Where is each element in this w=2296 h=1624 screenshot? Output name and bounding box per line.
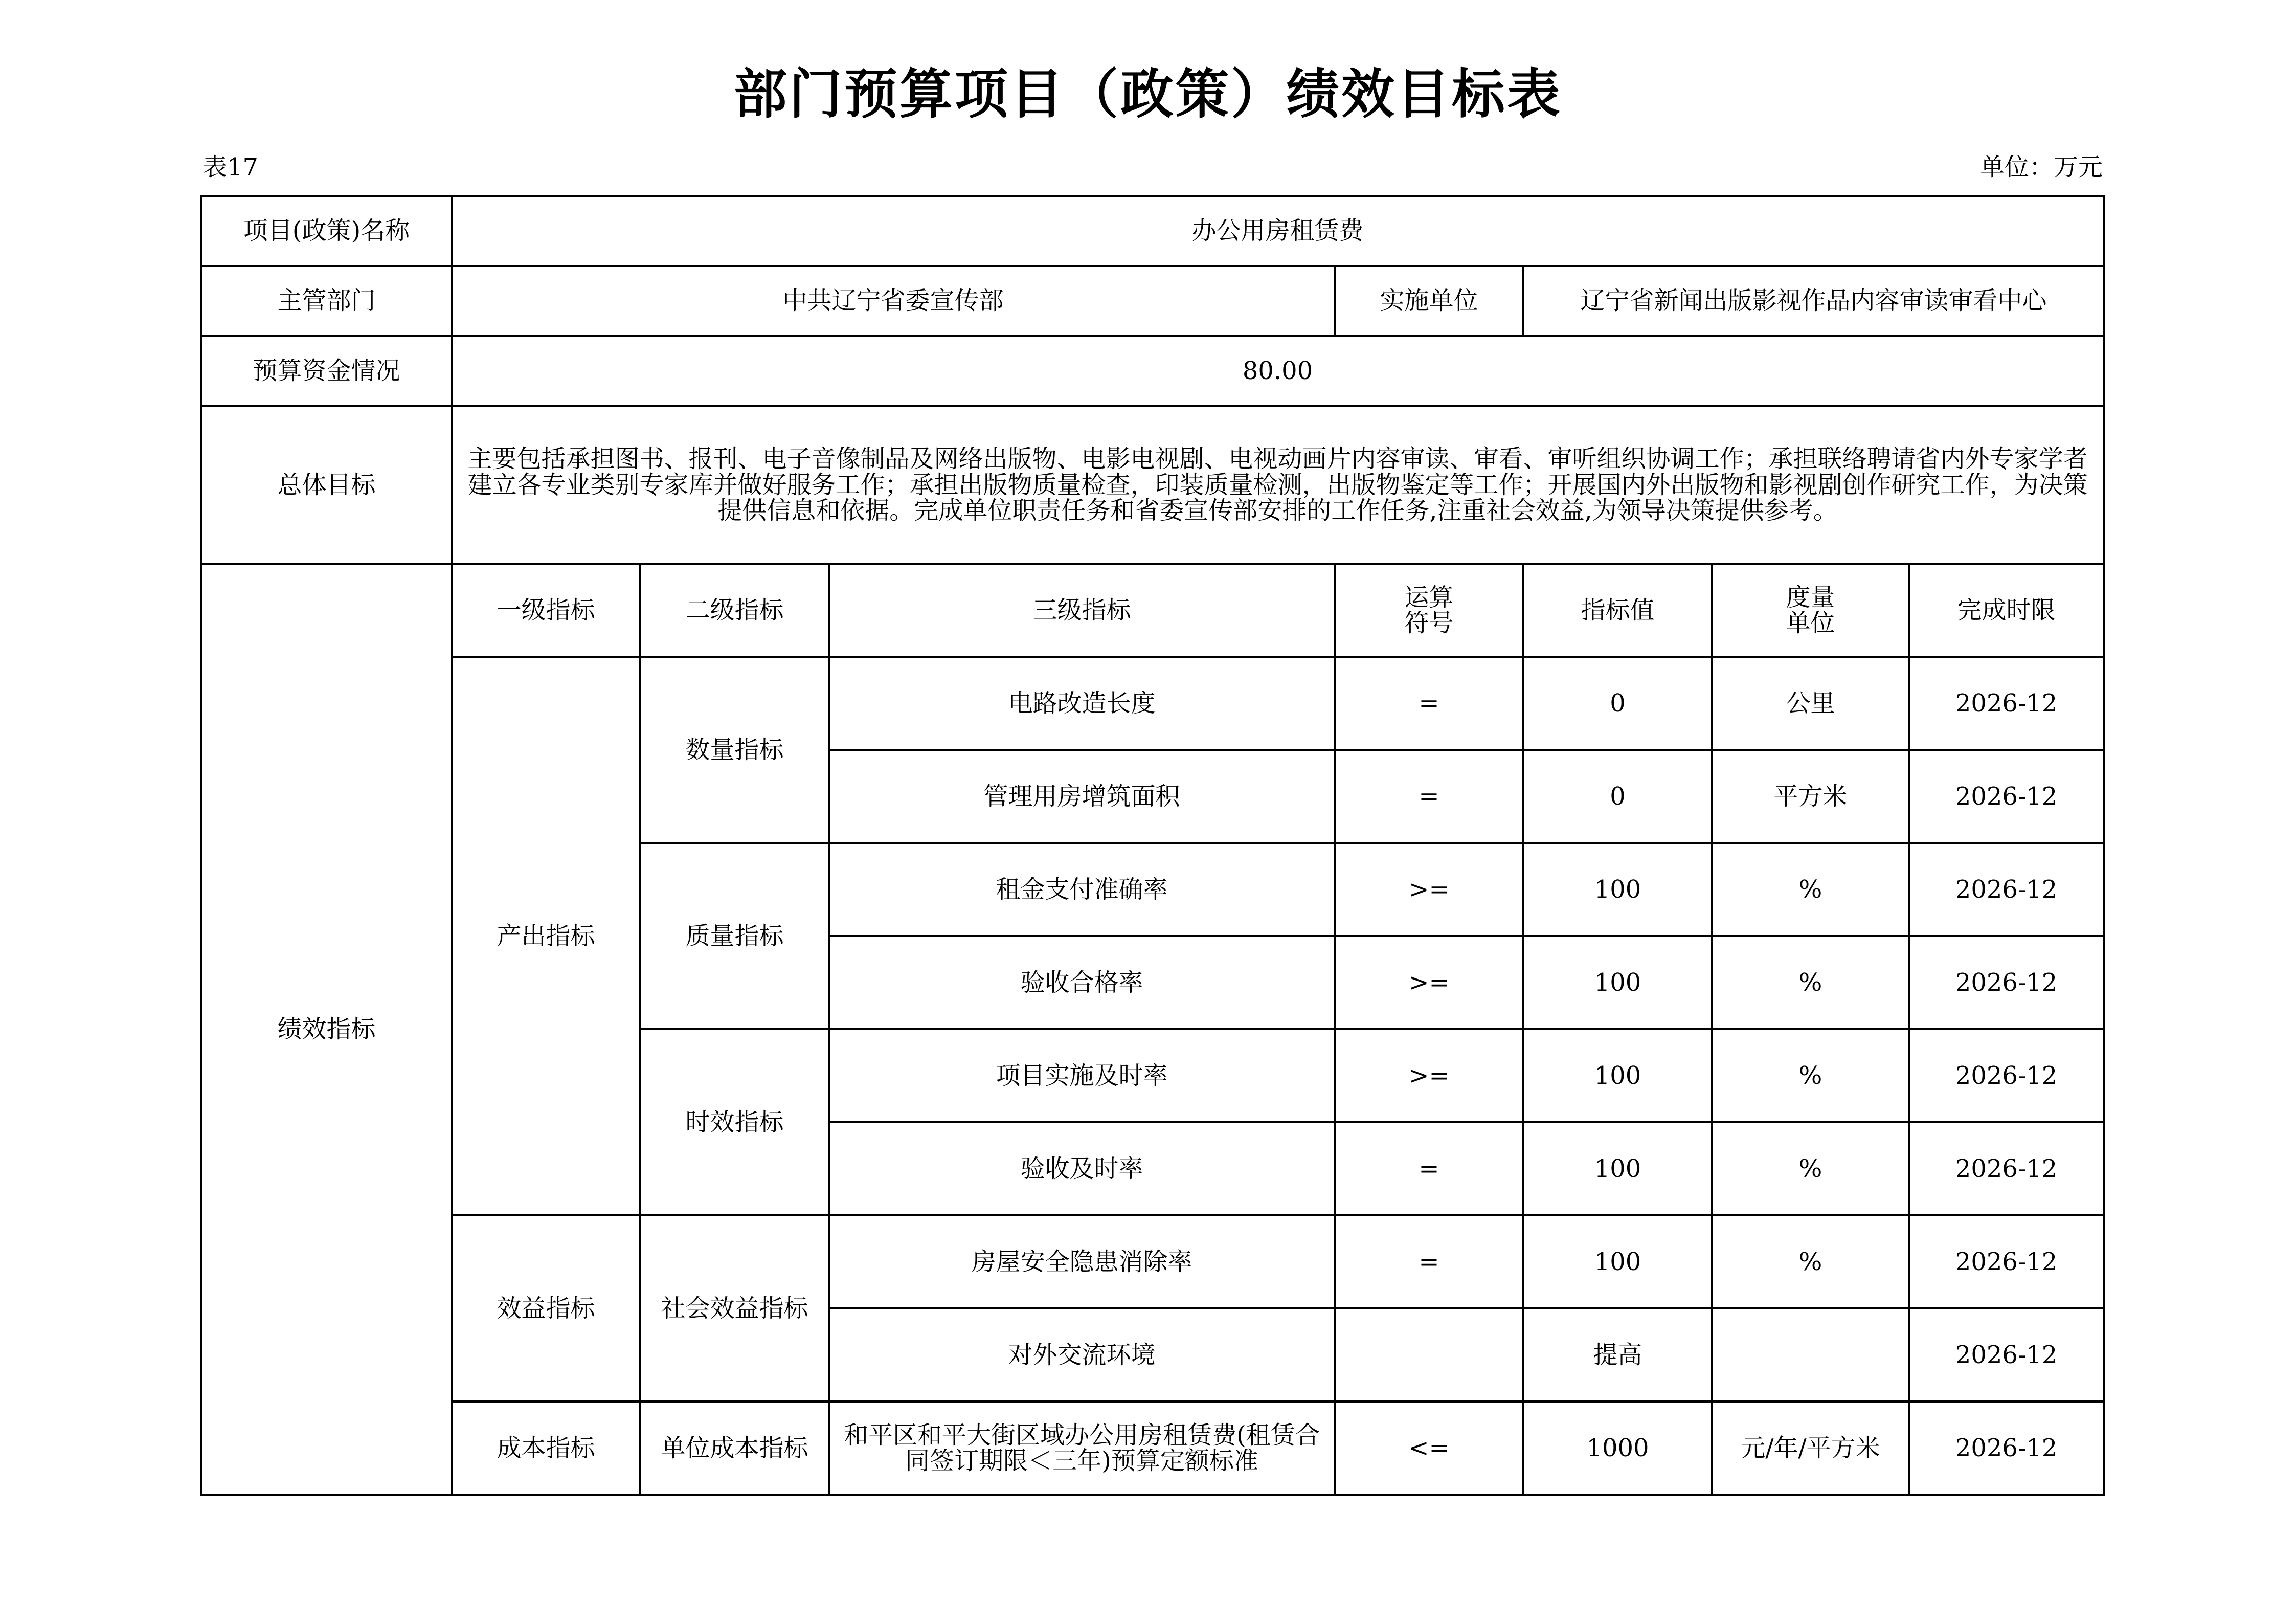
header-level2: 二级指标 bbox=[640, 564, 829, 657]
group-quantity: 数量指标 bbox=[640, 657, 829, 843]
indicator-op: = bbox=[1335, 1215, 1523, 1308]
indicator-name: 房屋安全隐患消除率 bbox=[829, 1215, 1335, 1308]
indicator-unit bbox=[1712, 1308, 1909, 1401]
indicator-deadline: 2026-12 bbox=[1909, 1029, 2104, 1122]
row-project-name bbox=[201, 196, 2104, 266]
indicator-name: 对外交流环境 bbox=[829, 1308, 1335, 1401]
header-level1: 一级指标 bbox=[452, 564, 640, 657]
group-timeliness: 时效指标 bbox=[640, 1029, 829, 1215]
table-row bbox=[201, 1215, 2104, 1308]
indicator-unit: % bbox=[1712, 1029, 1909, 1122]
indicator-deadline: 2026-12 bbox=[1909, 1401, 2104, 1495]
indicator-op: >= bbox=[1335, 1029, 1523, 1122]
indicator-op: >= bbox=[1335, 936, 1523, 1029]
indicator-value: 100 bbox=[1523, 936, 1712, 1029]
group-social: 社会效益指标 bbox=[640, 1215, 829, 1401]
performance-table bbox=[200, 195, 2105, 1496]
indicator-unit: % bbox=[1712, 843, 1909, 936]
table-row bbox=[201, 657, 2104, 750]
unit-label: 单位：万元 bbox=[1979, 153, 2103, 182]
indicator-value: 100 bbox=[1523, 1029, 1712, 1122]
header-value: 指标值 bbox=[1523, 564, 1712, 657]
row-department bbox=[201, 266, 2104, 336]
header-level3: 三级指标 bbox=[829, 564, 1335, 657]
table-row bbox=[201, 1401, 2104, 1495]
indicator-value: 100 bbox=[1523, 1215, 1712, 1308]
project-name-label: 项目(政策)名称 bbox=[201, 196, 452, 266]
indicator-value: 0 bbox=[1523, 657, 1712, 750]
page-title: 部门预算项目（政策）绩效目标表 bbox=[733, 63, 1562, 125]
goal-label: 总体目标 bbox=[201, 406, 452, 564]
group-output: 产出指标 bbox=[452, 657, 640, 1215]
row-budget bbox=[201, 336, 2104, 406]
dept-value: 中共辽宁省委宣传部 bbox=[452, 266, 1335, 336]
indicator-op: = bbox=[1335, 750, 1523, 843]
header-measure-unit: 度量单位 bbox=[1712, 564, 1909, 657]
group-quality: 质量指标 bbox=[640, 843, 829, 1029]
indicator-op: <= bbox=[1335, 1401, 1523, 1495]
indicator-deadline: 2026-12 bbox=[1909, 843, 2104, 936]
project-name: 办公用房租赁费 bbox=[452, 196, 2104, 266]
indicator-unit: 公里 bbox=[1712, 657, 1909, 750]
indicator-value: 1000 bbox=[1523, 1401, 1712, 1495]
row-goal bbox=[201, 406, 2104, 564]
header-deadline: 完成时限 bbox=[1909, 564, 2104, 657]
indicator-op: >= bbox=[1335, 843, 1523, 936]
indicator-op: = bbox=[1335, 1122, 1523, 1215]
indicator-deadline: 2026-12 bbox=[1909, 1215, 2104, 1308]
indicator-deadline: 2026-12 bbox=[1909, 657, 2104, 750]
indicator-unit: % bbox=[1712, 1215, 1909, 1308]
indicator-deadline: 2026-12 bbox=[1909, 936, 2104, 1029]
indicator-value: 100 bbox=[1523, 1122, 1712, 1215]
perf-label: 绩效指标 bbox=[201, 564, 452, 1495]
indicator-name: 验收合格率 bbox=[829, 936, 1335, 1029]
budget-label: 预算资金情况 bbox=[201, 336, 452, 406]
indicator-unit: % bbox=[1712, 1122, 1909, 1215]
indicator-name: 项目实施及时率 bbox=[829, 1029, 1335, 1122]
indicator-unit: 元/年/平方米 bbox=[1712, 1401, 1909, 1495]
group-unit-cost: 单位成本指标 bbox=[640, 1401, 829, 1495]
impl-value: 辽宁省新闻出版影视作品内容审读审看中心 bbox=[1523, 266, 2104, 336]
indicator-name: 和平区和平大街区域办公用房租赁费(租赁合同签订期限＜三年)预算定额标准 bbox=[829, 1401, 1335, 1495]
indicator-deadline: 2026-12 bbox=[1909, 1122, 2104, 1215]
row-indicator-header bbox=[201, 564, 2104, 657]
indicator-value: 提高 bbox=[1523, 1308, 1712, 1401]
table-number: 表17 bbox=[202, 153, 259, 182]
indicator-name: 管理用房增筑面积 bbox=[829, 750, 1335, 843]
impl-label: 实施单位 bbox=[1335, 266, 1523, 336]
indicator-deadline: 2026-12 bbox=[1909, 1308, 2104, 1401]
indicator-op bbox=[1335, 1308, 1523, 1401]
indicator-value: 100 bbox=[1523, 843, 1712, 936]
indicator-deadline: 2026-12 bbox=[1909, 750, 2104, 843]
header-op: 运算符号 bbox=[1335, 564, 1523, 657]
budget-value: 80.00 bbox=[452, 336, 2104, 406]
dept-label: 主管部门 bbox=[201, 266, 452, 336]
indicator-name: 租金支付准确率 bbox=[829, 843, 1335, 936]
indicator-value: 0 bbox=[1523, 750, 1712, 843]
group-benefit: 效益指标 bbox=[452, 1215, 640, 1401]
goal-text: 主要包括承担图书、报刊、电子音像制品及网络出版物、电影电视剧、电视动画片内容审读、审看、审听组织协调工作；承担联络聘请省内外专家学者建立各专业类别专家库并做好服务工作；承担出版物质量检查，印装质量检测，出版物鉴定等工作；开展国内外出版物和影视剧创作研究工作，为决策提供信息和依据。完成单位职责任务和省委宣传部安排的工作任务,注重社会效益,为领导决策提供参考。 bbox=[452, 406, 2104, 564]
indicator-name: 验收及时率 bbox=[829, 1122, 1335, 1215]
indicator-unit: % bbox=[1712, 936, 1909, 1029]
indicator-name: 电路改造长度 bbox=[829, 657, 1335, 750]
indicator-op: = bbox=[1335, 657, 1523, 750]
group-cost: 成本指标 bbox=[452, 1401, 640, 1495]
indicator-unit: 平方米 bbox=[1712, 750, 1909, 843]
